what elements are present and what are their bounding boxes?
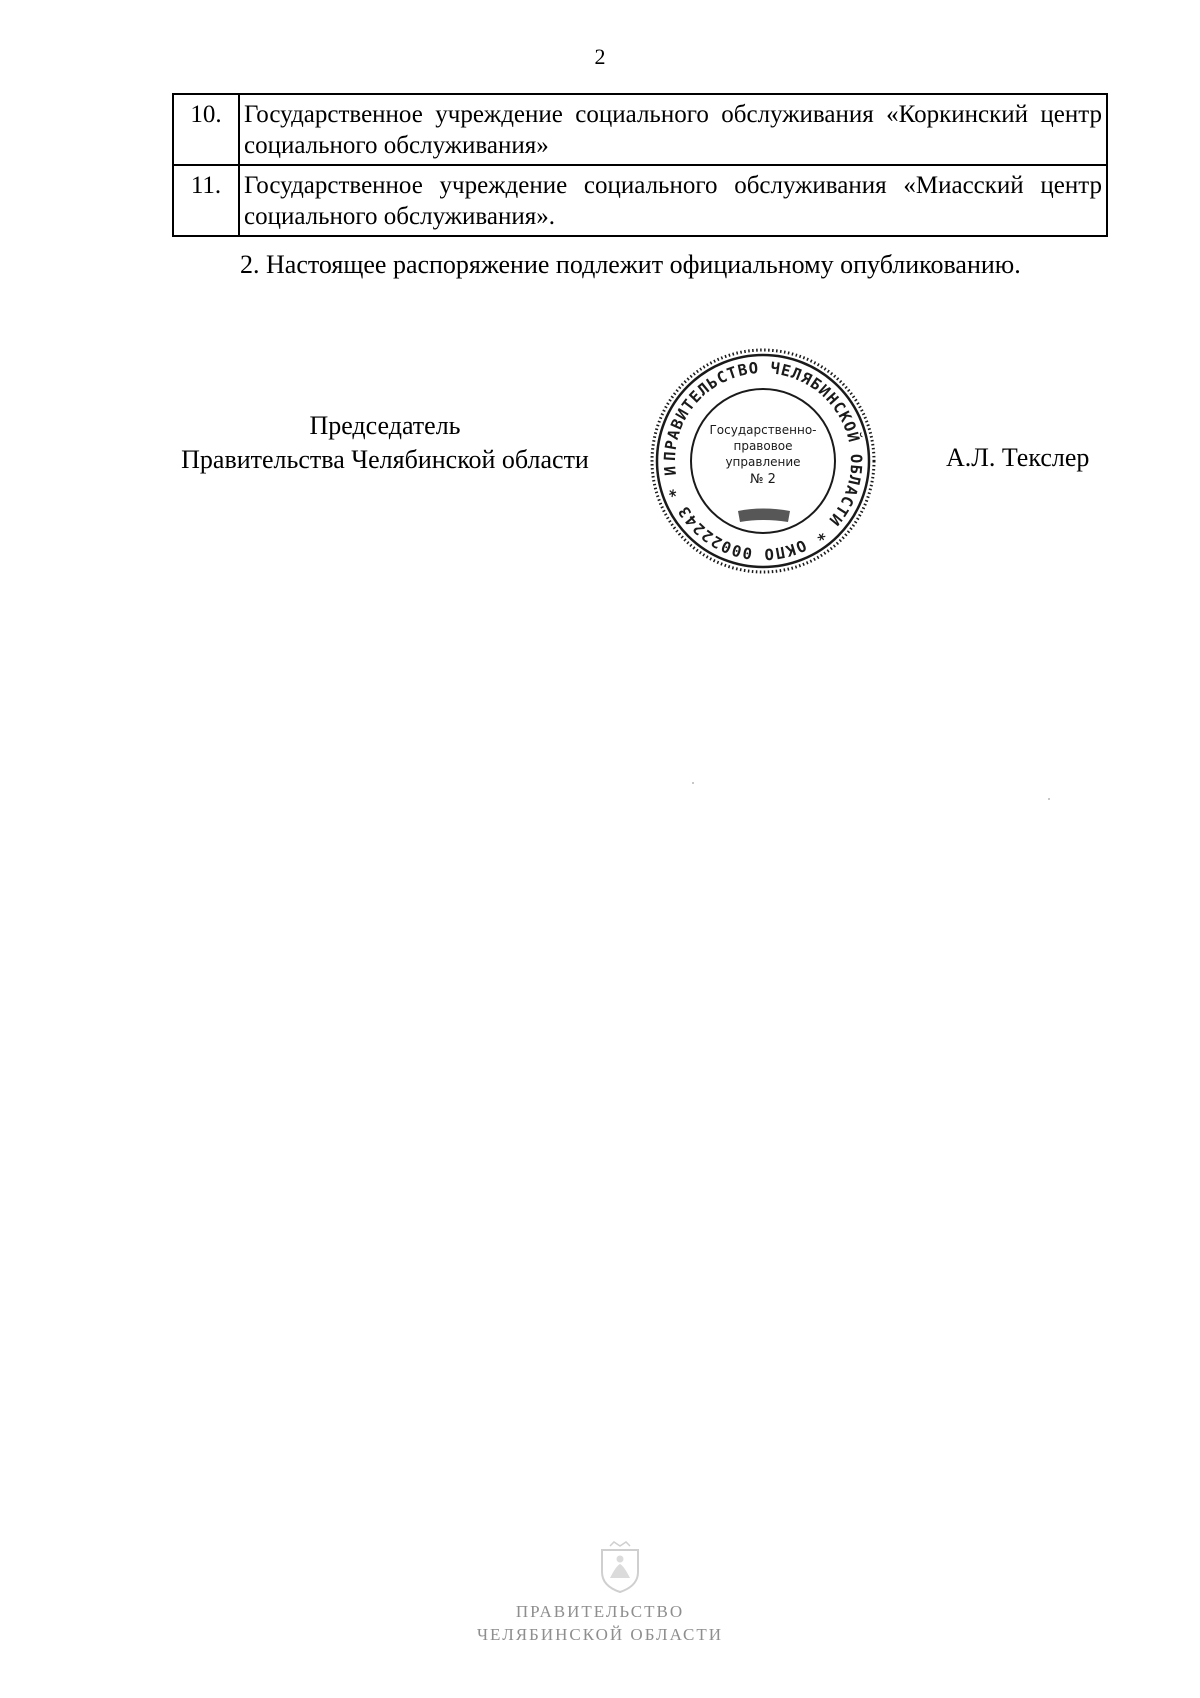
emblem-icon: [596, 1540, 644, 1594]
scan-speck: [1048, 798, 1050, 800]
organization-name: Государственное учреждение социального обслуживания «Миасский центр социального обслуживания».: [239, 165, 1107, 236]
signer-title-line: Председатель: [309, 411, 461, 440]
row-number: 10.: [173, 94, 239, 165]
stamp-graphic: [648, 346, 878, 576]
stamp-outer-text: ПРАВИТЕЛЬСТВО ЧЕЛЯБИНСКОЙ ОБЛАСТИ * ОКПО 00022243 * И: [660, 358, 866, 564]
signer-title: [170, 409, 600, 477]
footer-line: ПРАВИТЕЛЬСТВО: [515, 1602, 685, 1621]
stamp-center-line: управление: [725, 455, 801, 469]
table-row: [173, 165, 1107, 236]
stamp-ink-blot: [738, 509, 790, 523]
closing-paragraph: 2. Настоящее распоряжение подлежит официальному опубликованию.: [240, 250, 1021, 279]
page-number: 2: [594, 44, 606, 69]
stamp-center-line: правовое: [733, 439, 793, 453]
stamp-center-line: Государственно-: [709, 423, 817, 437]
footer-organization: [0, 1600, 1200, 1646]
signer-title-line: Правительства Челябинской области: [181, 445, 589, 474]
table-row: [173, 94, 1107, 165]
row-number: 11.: [173, 165, 239, 236]
signer-name: А.Л. Текслер: [946, 443, 1090, 472]
organization-name: Государственное учреждение социального обслуживания «Коркинский центр социального обслуживания»: [239, 94, 1107, 165]
scan-speck: [692, 782, 694, 784]
official-stamp: [648, 346, 878, 576]
footer-line: ЧЕЛЯБИНСКОЙ ОБЛАСТИ: [476, 1625, 724, 1644]
organizations-table: [172, 93, 1108, 237]
stamp-center-line: № 2: [750, 472, 776, 487]
